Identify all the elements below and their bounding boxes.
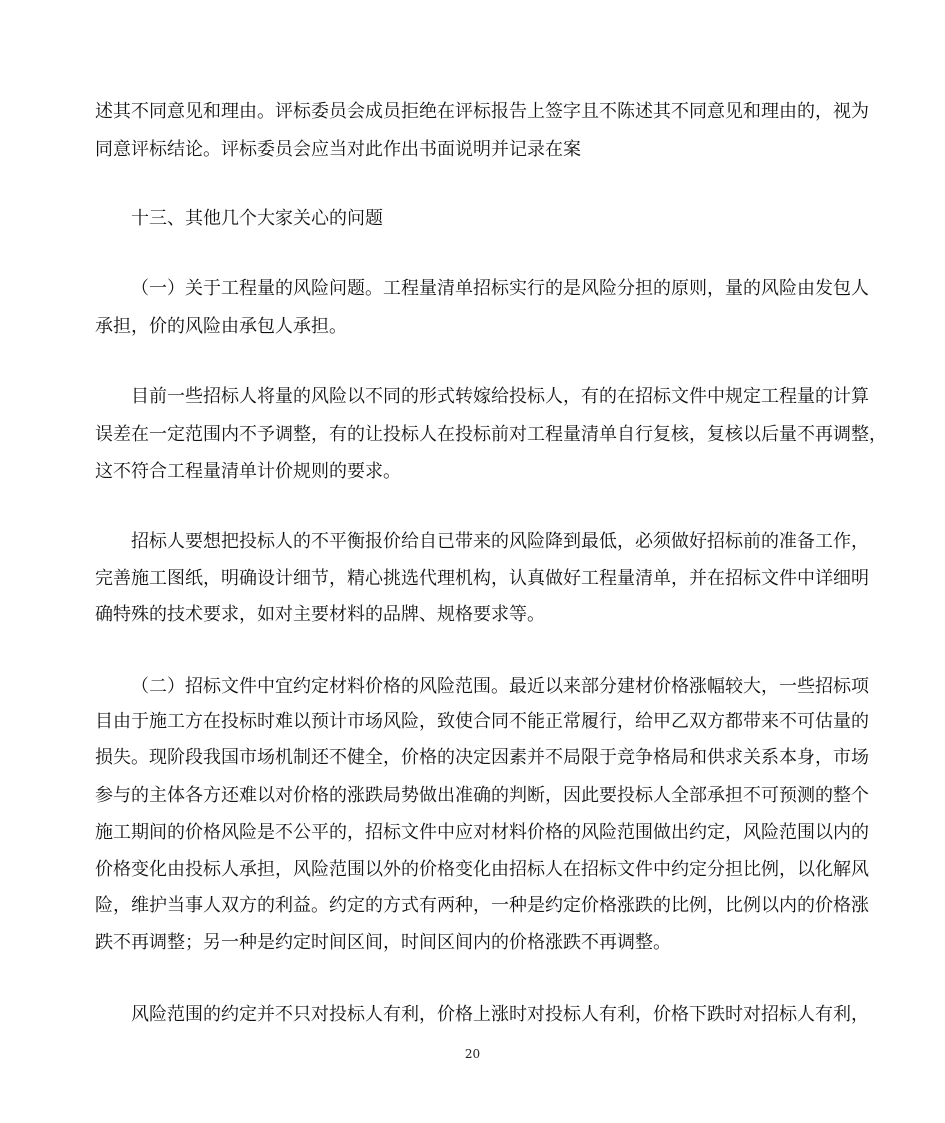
text-line: 确特殊的技术要求，如对主要材料的品牌、规格要求等。 — [95, 604, 545, 625]
text-line: 风险范围的约定并不只对投标人有利，价格上涨时对投标人有利，价格下跌时对招标人有利， — [131, 1004, 869, 1025]
section-heading: 十三、其他几个大家关心的问题 — [131, 208, 383, 229]
text-line: 目由于施工方在投标时难以预计市场风险，致使合同不能正常履行，给甲乙双方都带来不可估量的 — [95, 711, 869, 732]
text-line: 损失。现阶段我国市场机制还不健全，价格的决定因素并不局限于竞争格局和供求关系本身，市场 — [95, 747, 869, 768]
text-line: 误差在一定范围内不予调整，有的让投标人在投标前对工程量清单自行复核，复核以后量不再调整， — [95, 424, 887, 445]
text-line: 参与的主体各方还难以对价格的涨跌局势做出准确的判断，因此要投标人全部承担不可预测的整个 — [95, 785, 869, 806]
text-line: 价格变化由投标人承担，风险范围以外的价格变化由招标人在招标文件中约定分担比例，以化解风 — [95, 859, 869, 880]
text-line: 述其不同意见和理由。评标委员会成员拒绝在评标报告上签字且不陈述其不同意见和理由的，视为 — [95, 101, 869, 122]
text-line: 完善施工图纸，明确设计细节，精心挑选代理机构，认真做好工程量清单，并在招标文件中详细明 — [95, 568, 869, 589]
text-line: 这不符合工程量清单计价规则的要求。 — [95, 461, 401, 482]
text-line: 招标人要想把投标人的不平衡报价给自已带来的风险降到最低，必须做好招标前的准备工作， — [131, 531, 869, 552]
text-line: 险，维护当事人双方的利益。约定的方式有两种，一种是约定价格涨跌的比例，比例以内的价格涨 — [95, 895, 869, 916]
text-line: （二）招标文件中宜约定材料价格的风险范围。最近以来部分建材价格涨幅较大，一些招标项 — [131, 676, 869, 697]
text-line: 目前一些招标人将量的风险以不同的形式转嫁给投标人，有的在招标文件中规定工程量的计算 — [131, 386, 869, 407]
text-line: 同意评标结论。评标委员会应当对此作出书面说明并记录在案 — [95, 139, 581, 160]
text-line: 施工期间的价格风险是不公平的，招标文件中应对材料价格的风险范围做出约定，风险范围以内的 — [95, 822, 869, 843]
text-line: （一）关于工程量的风险问题。工程量清单招标实行的是风险分担的原则，量的风险由发包人 — [131, 278, 869, 299]
text-line: 跌不再调整；另一种是约定时间区间，时间区间内的价格涨跌不再调整。 — [95, 932, 671, 953]
text-line: 承担，价的风险由承包人承担。 — [95, 316, 347, 337]
page-number: 20 — [464, 1047, 481, 1061]
